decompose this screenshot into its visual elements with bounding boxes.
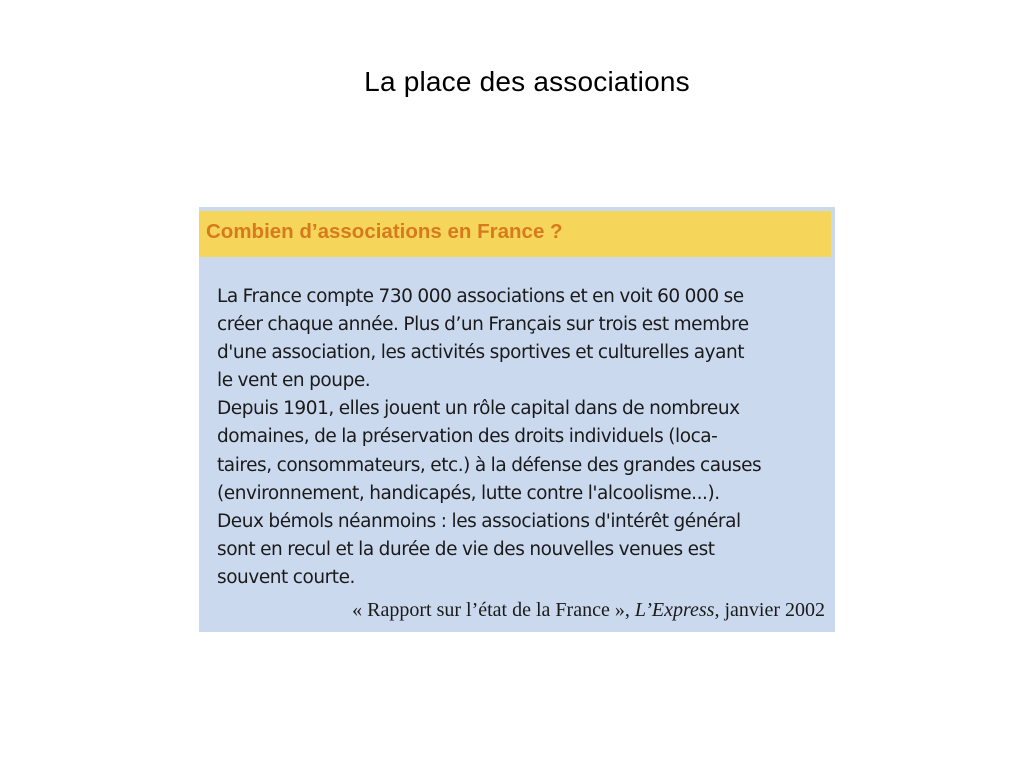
excerpt-line: La France compte 730 000 associations et en voit 60 000 se	[217, 286, 744, 307]
scanned-excerpt	[199, 207, 835, 632]
excerpt-line: Depuis 1901, elles jouent un rôle capital dans de nombreux	[217, 398, 740, 420]
excerpt-source	[352, 599, 825, 622]
excerpt-line: le vent en poupe.	[217, 370, 371, 392]
excerpt-body	[217, 283, 831, 592]
source-report: « Rapport sur l’état de la France »,	[352, 599, 630, 621]
excerpt-heading: Combien d’associations en France ?	[206, 220, 563, 243]
excerpt-header-band	[199, 211, 831, 257]
excerpt-line: (environnement, handicapés, lutte contre l'alcoolisme...).	[217, 482, 720, 504]
excerpt-line: Deux bémols néanmoins : les associations d'intérêt général	[217, 510, 741, 532]
excerpt-line: créer chaque année. Plus d’un Français sur trois est membre	[217, 314, 749, 336]
excerpt-line: souvent courte.	[217, 566, 355, 588]
excerpt-line: domaines, de la préservation des droits individuels (loca-	[217, 426, 718, 448]
excerpt-line: taires, consommateurs, etc.) à la défense des grandes causes	[217, 454, 762, 476]
excerpt-line: sont en recul et la durée de vie des nouvelles venues est	[217, 538, 715, 560]
source-date: janvier 2002	[724, 599, 825, 621]
excerpt-line: d'une association, les activités sportives et culturelles ayant	[217, 342, 745, 364]
source-publication: L’Express,	[634, 599, 720, 621]
slide-title: La place des associations	[364, 66, 690, 97]
